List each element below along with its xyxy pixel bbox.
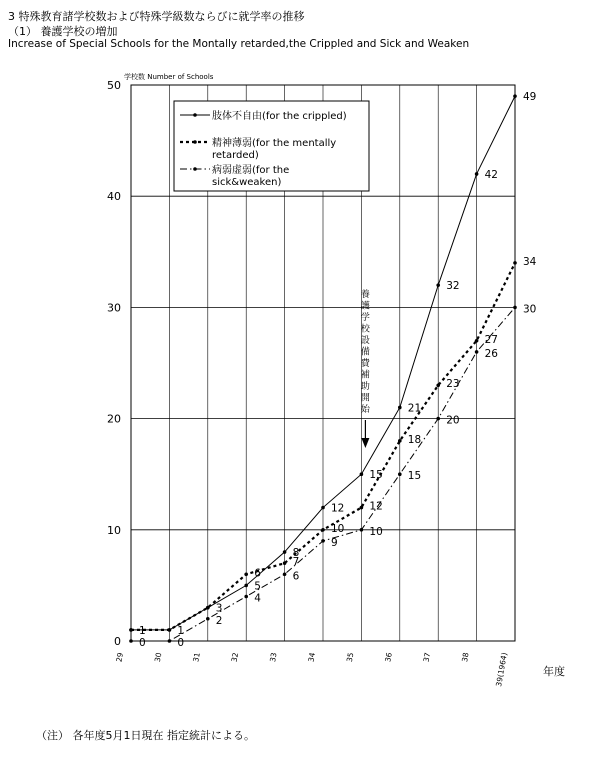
- data-point: [283, 550, 287, 554]
- data-label: 23: [446, 378, 460, 391]
- x-tick-label: 37: [421, 651, 433, 663]
- data-point: [168, 628, 172, 632]
- data-point: [129, 639, 133, 643]
- data-label: 1: [139, 624, 146, 637]
- data-label: 7: [292, 556, 300, 569]
- data-point: [398, 439, 402, 443]
- y-tick-label: 30: [107, 301, 121, 315]
- y-axis-label: 学校数 Number of Schools: [124, 73, 214, 81]
- data-label: 9: [331, 536, 338, 549]
- annotation-char: 助: [360, 382, 370, 392]
- data-point: [475, 339, 479, 343]
- data-point: [436, 283, 440, 287]
- annotation-char: 設: [360, 336, 370, 346]
- y-tick-label: 0: [114, 635, 121, 648]
- data-point: [206, 606, 210, 610]
- data-label: 5: [254, 580, 261, 593]
- x-tick-label: 31: [191, 651, 202, 663]
- data-label: 12: [369, 500, 383, 513]
- data-label: 1: [177, 624, 185, 637]
- x-tick-label: 39(1964): [494, 651, 509, 688]
- data-point: [475, 172, 479, 176]
- data-label: 20: [446, 414, 460, 427]
- data-point: [475, 350, 479, 354]
- title-english: Increase of Special Schools for the Montally retarded,the Crippled and Sick and Weaken: [8, 38, 470, 50]
- data-label: 42: [484, 168, 498, 181]
- legend-marker: [193, 140, 197, 144]
- data-point: [360, 528, 364, 532]
- data-point: [321, 539, 325, 543]
- legend-label: 病弱虚弱(for the: [212, 165, 290, 176]
- data-point: [244, 584, 248, 588]
- legend-label: sick&weaken): [212, 177, 282, 188]
- data-label: 27: [484, 333, 498, 346]
- legend-marker: [193, 113, 197, 117]
- legend-marker: [193, 167, 197, 171]
- y-tick-label: 10: [107, 523, 121, 537]
- data-label: 34: [523, 255, 537, 268]
- x-tick-label: 35: [344, 651, 356, 663]
- data-label: 6: [254, 567, 261, 580]
- data-label: 10: [369, 525, 383, 538]
- data-label: 3: [215, 602, 223, 615]
- data-point: [436, 417, 440, 421]
- y-tick-label: 50: [107, 79, 121, 92]
- x-tick-label: 36: [383, 651, 394, 663]
- data-point: [398, 406, 402, 410]
- annotation-char: 校: [360, 324, 370, 335]
- data-label: 0: [139, 637, 146, 649]
- x-tick-label: 29: [114, 651, 125, 663]
- data-point: [244, 572, 248, 576]
- data-point: [436, 383, 440, 387]
- x-tick-label: 38: [460, 651, 471, 663]
- data-label: 0: [177, 637, 185, 649]
- data-label: 4: [254, 592, 261, 605]
- data-point: [168, 639, 172, 643]
- title-line-1: 3 特殊教育諸学校数および特殊学級数ならびに就学率の推移: [8, 10, 305, 23]
- annotation-char: 備: [360, 347, 370, 358]
- legend-label: retarded): [212, 150, 259, 161]
- data-label: 49: [523, 91, 537, 104]
- data-label: 12: [331, 502, 345, 515]
- data-label: 10: [331, 522, 345, 535]
- data-point: [360, 506, 364, 510]
- data-label: 26: [484, 347, 498, 360]
- data-point: [206, 617, 210, 621]
- data-point: [513, 306, 517, 310]
- data-point: [321, 506, 325, 510]
- annotation-char: 開: [360, 393, 370, 404]
- x-tick-label: 32: [229, 651, 241, 663]
- data-point: [321, 528, 325, 532]
- data-label: 32: [446, 280, 460, 293]
- y-tick-label: 40: [107, 190, 121, 204]
- annotation-char: 養: [360, 290, 370, 300]
- annotation-arrow-head: [361, 438, 369, 448]
- x-tick-label: 30: [152, 651, 164, 663]
- data-point: [244, 595, 248, 599]
- data-label: 6: [292, 570, 300, 583]
- annotation-char: 学: [360, 313, 370, 323]
- annotation-char: 護: [360, 301, 370, 312]
- y-tick-label: 20: [107, 412, 121, 426]
- annotation-char: 始: [360, 405, 370, 415]
- data-label: 15: [407, 470, 422, 483]
- data-label: 30: [523, 303, 537, 316]
- data-label: 2: [215, 614, 223, 627]
- data-point: [283, 561, 287, 565]
- data-point: [513, 261, 517, 265]
- data-label: 21: [407, 402, 422, 415]
- data-point: [129, 628, 133, 632]
- data-label: 15: [369, 469, 383, 482]
- data-point: [398, 472, 402, 476]
- x-tick-label: 33: [268, 651, 279, 663]
- footnote: （注） 各年度5月1日現在 指定統計による。: [36, 729, 255, 742]
- legend-label: 肢体不自由(for the crippled): [212, 111, 347, 122]
- annotation-char: 費: [360, 359, 370, 369]
- data-point: [360, 472, 364, 476]
- x-tick-label: 34: [306, 651, 317, 663]
- legend-label: 精神薄弱(for the mentally: [212, 138, 337, 149]
- data-point: [283, 572, 287, 576]
- data-point: [513, 94, 517, 98]
- data-label: 18: [407, 433, 422, 446]
- data-label: 8: [292, 547, 300, 560]
- annotation-char: 補: [360, 370, 370, 381]
- x-axis-label: 年度: [543, 665, 565, 678]
- title-line-2: （1） 養護学校の増加: [8, 25, 118, 38]
